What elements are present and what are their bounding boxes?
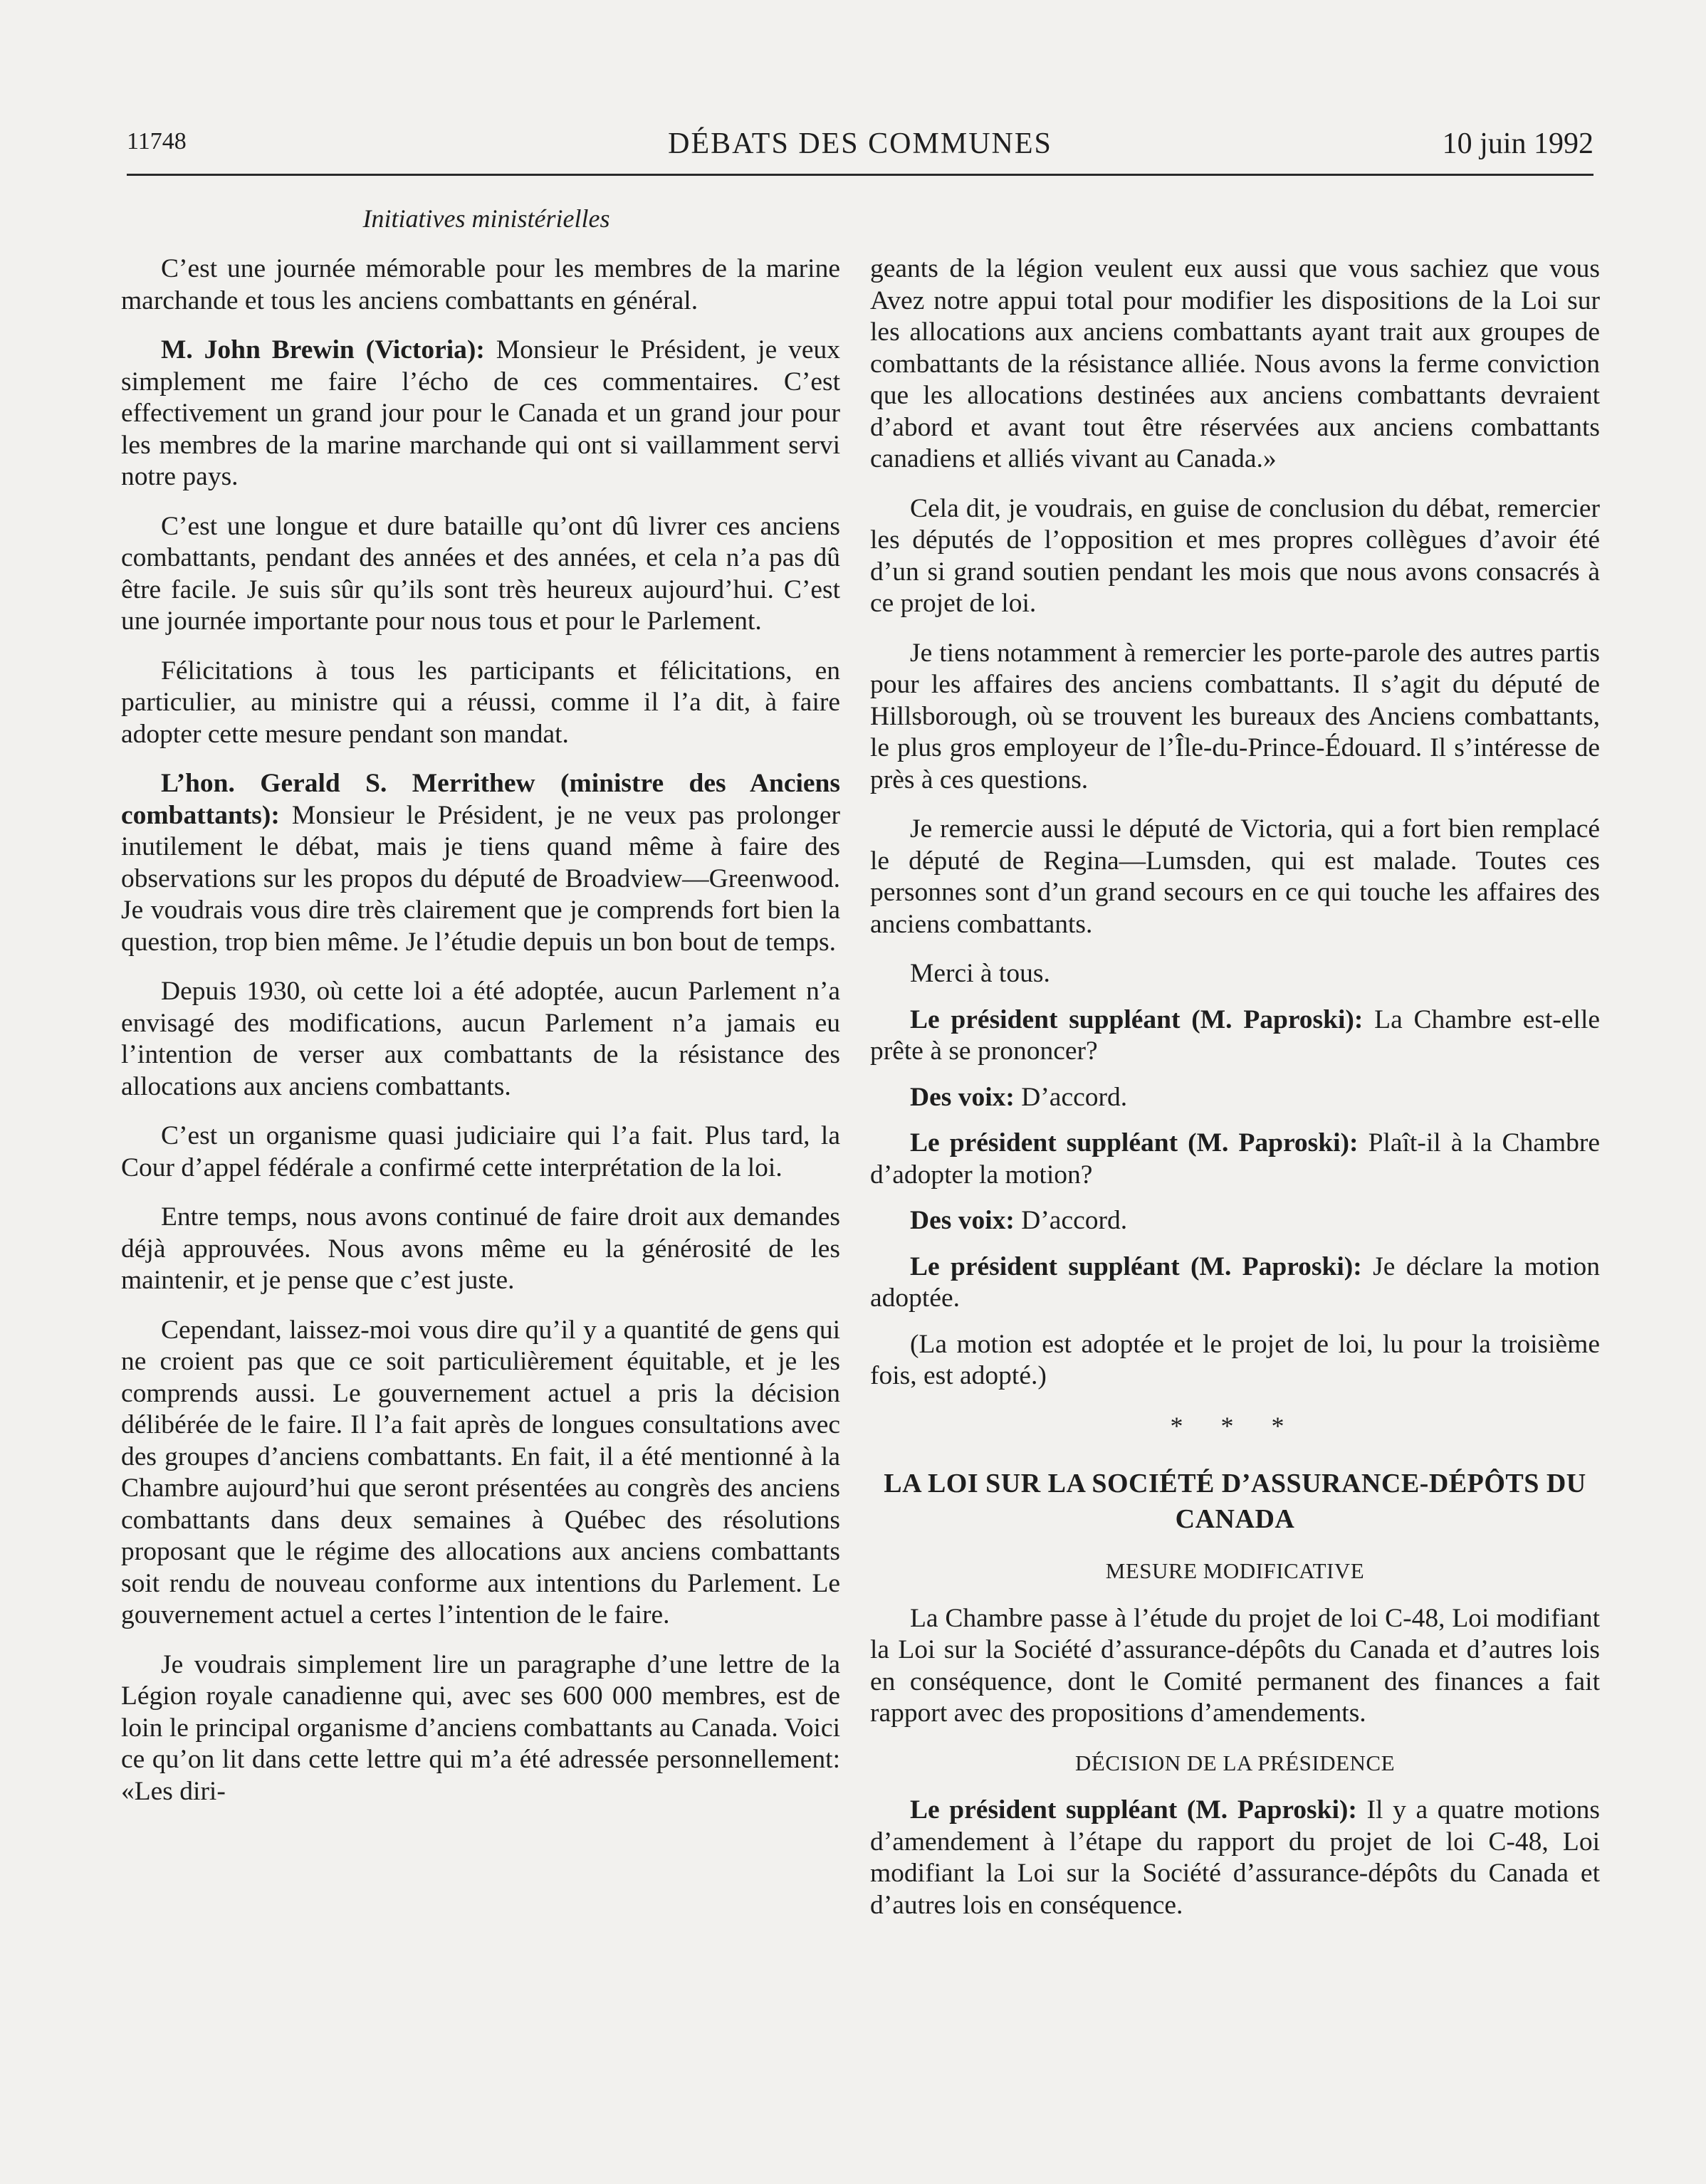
speech-text: D’accord. bbox=[1014, 1206, 1128, 1235]
paragraph: Je voudrais simplement lire un paragraphe d’une lettre de la Légion royale canadienne qui, avec ses 600 000 membres, est de loin le principal organisme d’anciens combattants au Canada. Voici ce qu’on lit dans cette lettre qui m’a été adressée personnellement: «Les diri- bbox=[121, 1649, 840, 1806]
page-number: 11748 bbox=[127, 128, 187, 154]
paragraph: Cependant, laissez-moi vous dire qu’il y a quantité de gens qui ne croient pas que ce soit particulièrement équitable, et je les comprends aussi. Le gouvernement actuel a pris la décision délibérée de le faire. Il l’a fait après de longues consultations avec des groupes d’anciens combattants. En fait, il a été mentionné à la Chambre aujourd’hui que seront présentées au congrès des anciens combattants dans deux semaines à Québec des résolutions proposant que le régime des allocations aux anciens combattants soit rendu de nouveau conforme aux intentions du Parlement. Le gouvernement actuel a certes l’intention de le faire. bbox=[121, 1315, 840, 1629]
paragraph: La Chambre passe à l’étude du projet de loi C-48, Loi modifiant la Loi sur la Société d’assurance-dépôts du Canada et d’autres lois en conséquence, dont le Comité permanent des finances a fait rapport avec des propositions d’amendements. bbox=[870, 1603, 1600, 1728]
speech-paragraph bbox=[870, 1205, 1600, 1237]
page-header bbox=[127, 127, 1594, 176]
section-title: LA LOI SUR LA SOCIÉTÉ D’ASSURANCE-DÉPÔTS DU CANADA bbox=[884, 1469, 1586, 1534]
paragraph: Depuis 1930, où cette loi a été adoptée, aucun Parlement n’a envisagé des modifications, aucun Parlement n’a jamais eu l’intention de verser aux combattants de la résistance des allocations aux anciens combattants. bbox=[121, 977, 840, 1101]
paragraph: Je tiens notamment à remercier les porte-parole des autres partis pour les affaires des anciens combattants. Il s’agit du député de Hillsborough, où se trouvent les bureaux des Anciens combattants, le plus gros employeur de l’Île-du-Prince-Édouard. Il s’intéresse de près à ces questions. bbox=[870, 638, 1600, 794]
right-column bbox=[870, 253, 1600, 1939]
speaker-name: Des voix: bbox=[910, 1082, 1015, 1112]
speech-text: La Chambre est-elle prête à se prononcer? bbox=[870, 1004, 1601, 1066]
speech-text: Je déclare la motion adoptée. bbox=[870, 1251, 1600, 1313]
section-separator: * * * bbox=[1170, 1411, 1300, 1440]
speech-paragraph bbox=[870, 1004, 1600, 1068]
speech-paragraph bbox=[870, 1795, 1600, 1921]
publication-title: DÉBATS DES COMMUNES bbox=[668, 127, 1052, 160]
speaker-name: Le président suppléant (M. Paproski): bbox=[910, 1004, 1364, 1034]
paragraph: C’est une journée mémorable pour les membres de la marine marchande et tous les anciens combattants en général. bbox=[121, 254, 840, 315]
speech-text: D’accord. bbox=[1014, 1082, 1128, 1112]
paragraph: Merci à tous. bbox=[910, 959, 1050, 988]
running-head: Initiatives ministérielles bbox=[362, 204, 610, 233]
paragraph: Cela dit, je voudrais, en guise de conclusion du débat, remercier les députés de l’opposition et mes propres collègues d’avoir été d’un si grand soutien pendant les mois que nous avons consacrés à ce projet de loi. bbox=[870, 493, 1600, 618]
subsection-title: MESURE MODIFICATIVE bbox=[1105, 1558, 1365, 1583]
paragraph: C’est une longue et dure bataille qu’ont dû livrer ces anciens combattants, pendant des années et des années, et cela n’a pas dû être facile. Je suis sûr qu’ils sont très heureux aujourd’hui. C’est une journée importante pour nous tous et pour le Parlement. bbox=[121, 511, 840, 636]
paragraph: C’est un organisme quasi judiciaire qui l’a fait. Plus tard, la Cour d’appel fédérale a confirmé cette interprétation de la loi. bbox=[121, 1121, 840, 1182]
paragraph: geants de la légion veulent eux aussi que vous sachiez que vous Avez notre appui total pour modifier les dispositions de la Loi sur les allocations aux anciens combattants ayant trait aux groupes de combattants de la résistance alliée. Nous avons la ferme conviction que les allocations destinées aux anciens combattants devraient d’abord et avant tout être réservées aux anciens combattants canadiens et alliés vivant au Canada.» bbox=[870, 254, 1600, 473]
subsection-title: DÉCISION DE LA PRÉSIDENCE bbox=[1074, 1750, 1396, 1775]
paragraph: (La motion est adoptée et le projet de loi, lu pour la troisième fois, est adopté.) bbox=[870, 1329, 1600, 1390]
speech-paragraph bbox=[121, 768, 840, 958]
speech-text: Plaît-il à la Chambre d’adopter la motion? bbox=[870, 1128, 1600, 1190]
speech-text: Monsieur le Président, je veux simplement me faire l’écho de ces commentaires. C’est effectivement un grand jour pour le Canada et un grand jour pour les membres de la marine marchande qui ont si vaillamment servi notre pays. bbox=[121, 335, 840, 491]
speaker-name: M. John Brewin (Victoria): bbox=[161, 335, 485, 364]
speaker-name: Des voix: bbox=[910, 1206, 1015, 1235]
speaker-name: Le président suppléant (M. Paproski): bbox=[910, 1128, 1359, 1157]
speaker-name: Le président suppléant (M. Paproski): bbox=[910, 1251, 1362, 1281]
publication-date: 10 juin 1992 bbox=[1442, 127, 1594, 160]
speech-paragraph bbox=[870, 1082, 1600, 1114]
speaker-name: L’hon. Gerald S. Merrithew (ministre des Anciens combattants): bbox=[121, 769, 840, 830]
paragraph: Entre temps, nous avons continué de faire droit aux demandes déjà approuvées. Nous avons même eu la générosité de les maintenir, et je pense que c’est juste. bbox=[121, 1202, 840, 1295]
paragraph: Je remercie aussi le député de Victoria, qui a fort bien remplacé le député de Regina—Lumsden, qui est malade. Toutes ces personnes sont d’un grand secours en ce qui touche les affaires des anciens combattants. bbox=[870, 814, 1600, 939]
speech-text: Il y a quatre motions d’amendement à l’étape du rapport du projet de loi C-48, Loi modifiant la Loi sur la Société d’assurance-dépôts du Canada et d’autres lois en conséquence. bbox=[870, 1795, 1600, 1920]
left-column bbox=[121, 253, 840, 1825]
speech-paragraph bbox=[870, 1251, 1600, 1315]
speaker-name: Le président suppléant (M. Paproski): bbox=[910, 1795, 1357, 1825]
speech-paragraph bbox=[870, 1128, 1600, 1191]
paragraph: Félicitations à tous les participants et félicitations, en particulier, au ministre qui a réussi, comme il l’a dit, à faire adopter cette mesure pendant son mandat. bbox=[121, 656, 840, 749]
speech-text: Monsieur le Président, je ne veux pas prolonger inutilement le débat, mais je tiens quand même à faire des observations sur les propos du député de Broadview—Greenwood. Je voudrais vous dire très clairement que je comprends fort bien la question, trop bien même. Je l’étudie depuis un bon bout de temps. bbox=[121, 800, 840, 957]
speech-paragraph bbox=[121, 335, 840, 493]
